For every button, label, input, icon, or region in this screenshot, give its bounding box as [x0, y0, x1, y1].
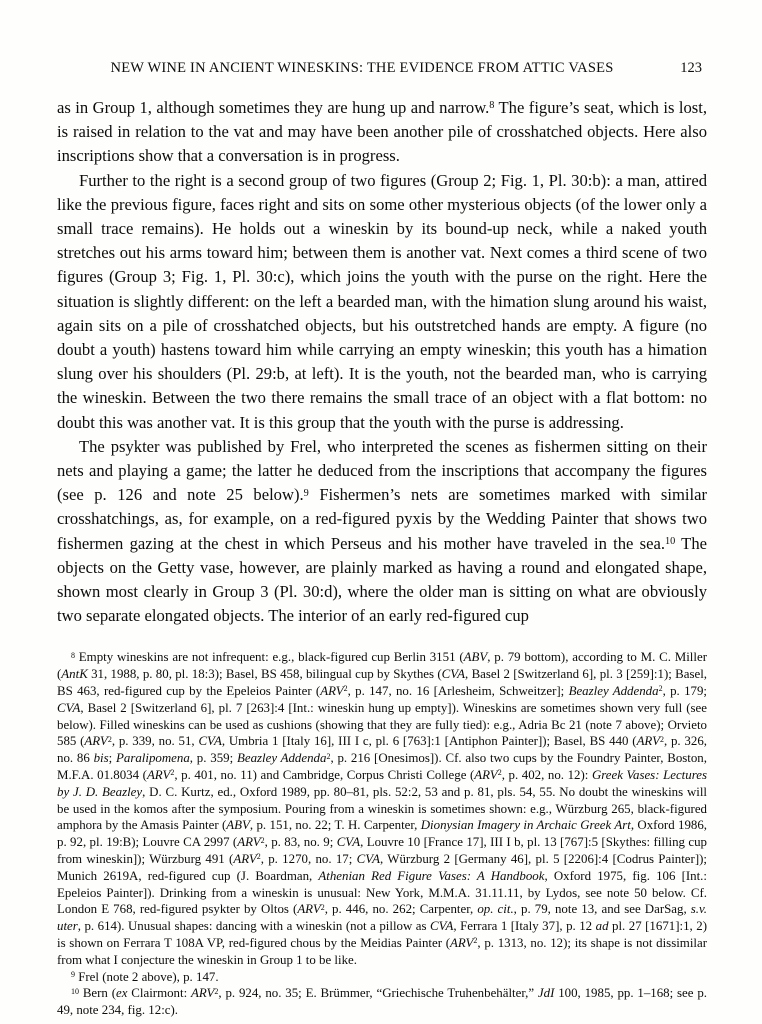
- footnote-8: $^8$ Empty wineskins are not infrequent: e.g., black-figured cup Berlin 3151 (ABV, p. 79 bottom), according to M. C. Miller (AntK 31, 1988, p. 80, pl. 18:3); Basel, BS 458, bilingual cup by Skythes (CVA, Basel 2 [Switzerland 6], pl. 3 [259]:1); Basel, BS 463, red-figured cup by the Epeleios Painter (ARV$^2$, p. 147, no. 16 [Arlesheim, Schweitzer]; Beazley Addenda$^2$, p. 179; CVA, Basel 2 [Switzerland 6], pl. 7 [263]:4 [Int.: wineskin hung up empty]). Wineskins are sometimes shown very full (see below). Filled wineskins can be used as cushions (showing that they are fully tied): e.g., Adria Bc 21 (note 7 above); Orvieto 585 (ARV$^2$, p. 339, no. 51, CVA, Umbria 1 [Italy 16], III I c, pl. 6 [763]:1 [Antiphon Painter]); Basel, BS 440 (ARV$^2$, p. 326, no. 86 bis; Paralipomena, p. 359; Beazley Addenda$^2$, p. 216 [Onesimos]). Cf. also two cups by the Foundry Painter, Boston, M.F.A. 01.8034 (ARV$^2$, p. 401, no. 11) and Cambridge, Corpus Christi College (ARV$^2$, p. 402, no. 12): Greek Vases: Lectures by J. D. Beazley, D. C. Kurtz, ed., Oxford 1989, pp. 80–81, pls. 52:2, 53 and p. 81, pls. 54, 55. No doubt the wineskins will be used in the komos after the symposium. Pouring from a wineskin is sometimes shown: e.g., Würzburg 265, black-figured amphora by the Amasis Painter (ABV, p. 151, no. 22; T. H. Carpenter, Dionysian Imagery in Archaic Greek Art, Oxford 1986, p. 92, pl. 19:B); Louvre CA 2997 (ARV$^2$, p. 83, no. 9; CVA, Louvre 10 [France 17], III I b, pl. 13 [767]:5 [Skythes: filling cup from wineskin]); Würzburg 491 (ARV$^2$, p. 1270, no. 17; CVA, Würzburg 2 [Germany 46], pl. 5 [2206]:4 [Codrus Painter]); Munich 2619A, red-figured cup (J. Boardman, Athenian Red Figure Vases: A Handbook, Oxford 1975, fig. 106 [Int.: Epeleios Painter]). Drinking from a wineskin is unusual: New York, M.M.A. 31.11.11, by Lydos, see note 50 below. Cf. London E 768, red-figured psykter by Oltos (ARV$^2$, p. 446, no. 262; Carpenter, op. cit., p. 79, note 13, and see DarSag, s.v. uter, p. 614). Unusual shapes: dancing with a wineskin (not a pillow as CVA, Ferrara 1 [Italy 37], p. 12 ad pl. 27 [1671]:1, 2) is shown on Ferrara T 108A VP, red-figured chous by the Meidias Painter (ARV$^2$, p. 1313, no. 12); its shape is not dissimilar from what I conjecture the wineskin in Group 1 to be like.: [57, 650, 708, 967]
- footnotes-section: [57, 649, 707, 1019]
- footnote-10: $^{10}$ Bern (ex Clairmont: ARV$^2$, p. 924, no. 35; E. Brümmer, “Griechische Truhenbehälter,” JdI 100, 1985, pp. 1–168; see p. 49, note 234, fig. 12:c).: [57, 986, 707, 1018]
- footnote-9: $^9$ Frel (note 2 above), p. 147.: [71, 969, 219, 984]
- body-paragraph-3: The psykter was published by Frel, who interpreted the scenes as fishermen sitting on their nets and playing a game; the latter he deduced from the inscriptions that accompany the figures (see p. 126 and note 25 below).$^9$ Fishermen’s nets are sometimes marked with similar crosshatchings, as, for example, on a red-figured pyxis by the Wedding Painter that shows two fishermen gazing at the chest in which Perseus and his mother have traveled in the sea.$^{10}$ The objects on the Getty vase, however, are plainly marked as having a round and elongated shape, shown most clearly in Group 3 (Pl. 30:d), where the older man is sitting on what are obviously two separate elongated objects. The interior of an early red-figured cup: [57, 436, 707, 626]
- body-paragraph-1: as in Group 1, although sometimes they are hung up and narrow.$^8$ The figure’s seat, which is lost, is raised in relation to the vat and may have been another pile of crosshatched objects. Here also inscriptions show that a conversation is in progress.: [57, 98, 707, 166]
- running-title: NEW WINE IN ANCIENT WINESKINS: THE EVIDENCE FROM ATTIC VASES: [110, 60, 614, 76]
- article-body: [57, 96, 707, 628]
- page-number: 123: [680, 60, 702, 76]
- running-header: [57, 60, 707, 80]
- page-content: [57, 60, 707, 1019]
- body-paragraph-2: Further to the right is a second group of two figures (Group 2; Fig. 1, Pl. 30:b): a man, attired like the previous figure, faces right and sits on some other mysterious objects (of the lower only a small trace remains). He holds out a wineskin by its bound-up neck, while a naked youth stretches out his arms toward him; between them is another vat. Next comes a third scene of two figures (Group 3; Fig. 1, Pl. 30:c), which joins the youth with the purse on the right. Here the situation is slightly different: on the left a bearded man, with the himation slung around his waist, again sits on a pile of crosshatched objects, but his outstretched hands are empty. A figure (no doubt a youth) hastens toward him while carrying an empty wineskin; this youth has a himation slung over his shoulders (Pl. 29:b, at left). It is the youth, not the bearded man, who is carrying the wineskin. Between the two there remains the small trace of an object with a flat bottom: no doubt this was another vat. It is this group that the youth with the purse is addressing.: [57, 170, 707, 432]
